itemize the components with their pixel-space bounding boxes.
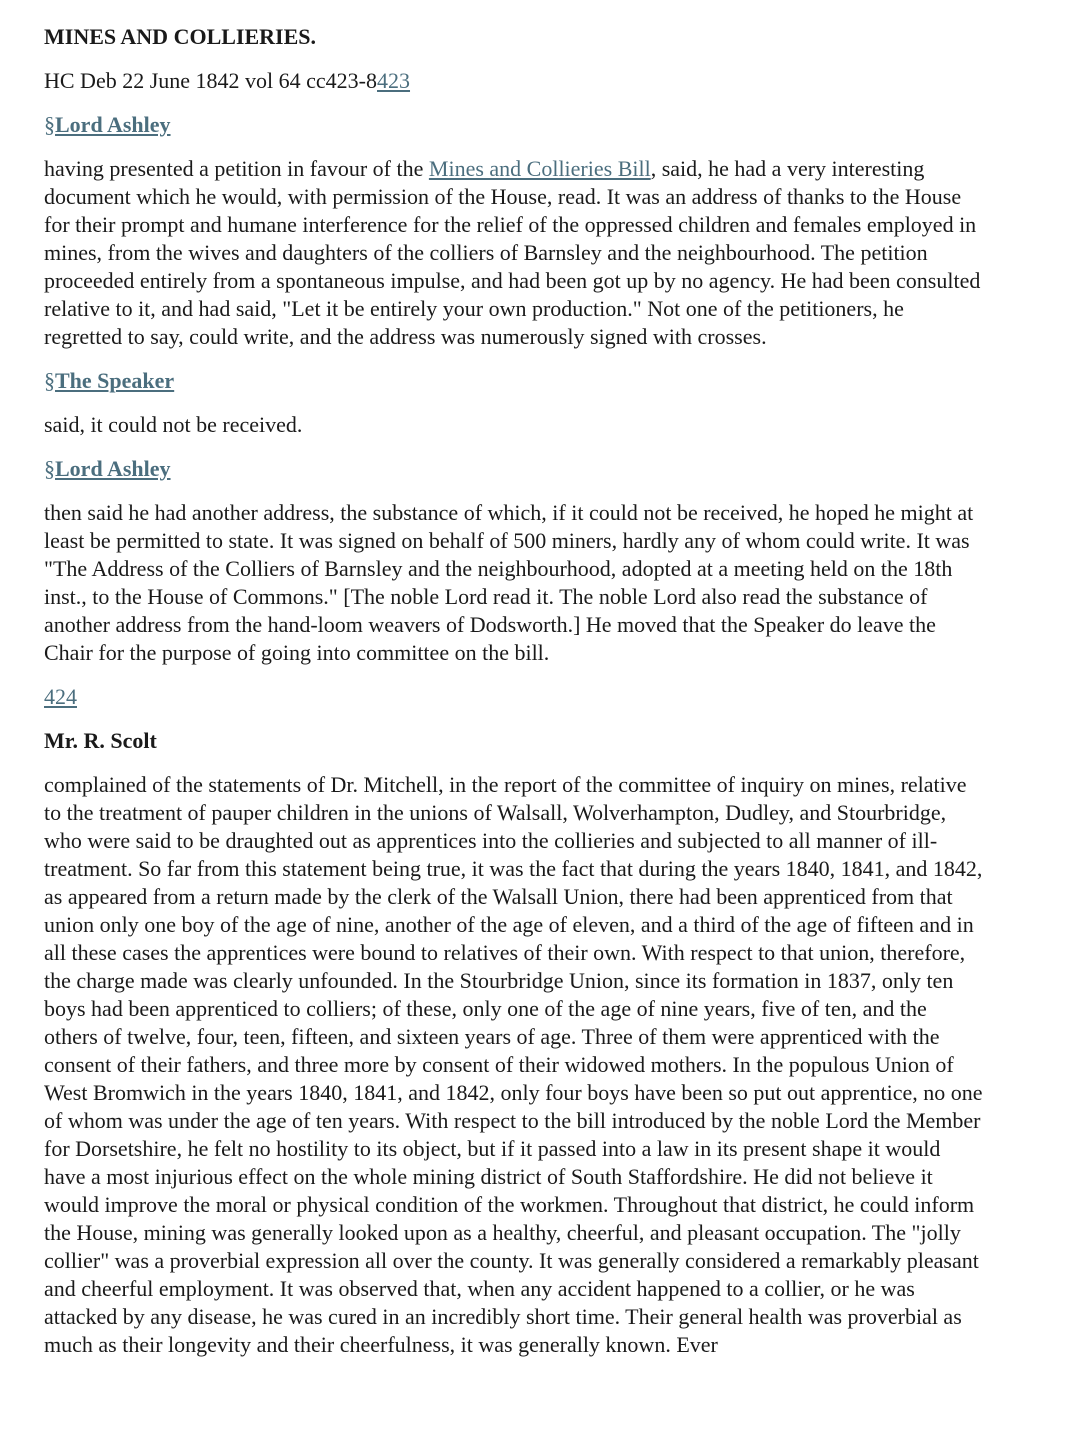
speech-paragraph: then said he had another address, the substance of which, if it could not be received, he hoped he might at least be permitted to state. It was signed on behalf of 500 miners, hardly any of whom could write. It was "The Address of the Colliers of Barnsley and the neighbourhood, adopted at a meeting held on the 18th inst., to the House of Commons." [The noble Lord read it. The noble Lord also read the substance of another address from the hand-loom weavers of Dodsworth.] He moved that the Speaker do leave the Chair for the purpose of going into committee on the bill. [44, 500, 974, 665]
column-link-424[interactable]: 424 [44, 684, 77, 709]
speaker-heading [44, 111, 984, 139]
speech-text: , said, he had a very interesting document which he would, with permission of the House, read. It was an address of thanks to the House for their prompt and humane interference for the relief of the oppressed children and females employed in mines, from the wives and daughters of the colliers of Barnsley and the neighbourhood. The petition proceeded entirely from a spontaneous impulse, and had been got up by no agency. He had been consulted relative to it, and had said, "Let it be entirely your own production." Not one of the petitioners, he regretted to say, could write, and the address was numerously signed with crosses. [44, 156, 981, 349]
speech-paragraph: complained of the statements of Dr. Mitchell, in the report of the committee of inquiry on mines, relative to the treatment of pauper children in the unions of Walsall, Wolverhampton, Dudley, and Stourbridge, who were said to be draughted out as apprentices into the collieries and subjected to all manner of ill-treatment. So far from this statement being true, it was the fact that during the years 1840, 1841, and 1842, as appeared from a return made by the clerk of the Walsall Union, there had been apprenticed from that union only one boy of the age of nine, another of the age of eleven, and a third of the age of fifteen and in all these cases the apprentices were bound to relatives of their own. With respect to that union, therefore, the charge made was clearly unfounded. In the Stourbridge Union, since its formation in 1837, only ten boys had been apprenticed to colliers; of these, only one of the age of nine years, five of ten, and the others of twelve, four, teen, fifteen, and sixteen years of age. Three of them were apprenticed with the consent of their fathers, and three more by consent of their widowed mothers. In the populous Union of West Bromwich in the years 1840, 1841, and 1842, only four boys have been so put out apprentice, no one of whom was under the age of ten years. With respect to the bill introduced by the noble Lord the Member for Dorsetshire, he felt no hostility to its object, but if it passed into a law in its present shape it would have a most injurious effect on the whole mining district of South Staffordshire. He did not believe it would improve the moral or physical condition of the workmen. Throughout that district, he could inform the House, mining was generally looked upon as a healthy, cheerful, and pleasant occupation. The "jolly collier" was a proverbial expression all over the county. It was generally considered a remarkably pleasant and cheerful employment. It was observed that, when any accident happened to a collier, or he was attacked by any disease, he was cured in an incredibly short time. Their general health was proverbial as much as their longevity and their cheerfulness, it was generally known. Ever [44, 772, 983, 1357]
speaker-link-lord-ashley[interactable]: Lord Ashley [55, 112, 171, 137]
speaker-link-the-speaker[interactable]: The Speaker [55, 368, 175, 393]
bill-link[interactable]: Mines and Collieries Bill [428, 156, 651, 181]
column-number [44, 683, 984, 711]
speaker-heading [44, 367, 984, 395]
column-link-423[interactable]: 423 [377, 68, 411, 93]
debate-title: MINES AND COLLIERIES. [44, 24, 317, 49]
speech-paragraph [44, 155, 984, 351]
section-mark: § [44, 456, 55, 481]
section-mark: § [44, 112, 55, 137]
citation-text: HC Deb 22 June 1842 vol 64 cc423-8 [44, 68, 378, 93]
speech-text: having presented a petition in favour of the [44, 156, 429, 181]
speaker-link-lord-ashley[interactable]: Lord Ashley [55, 456, 171, 481]
hansard-page [44, 23, 984, 1375]
speaker-heading [44, 455, 984, 483]
citation-line [44, 67, 984, 95]
speaker-heading-mr-r-scolt: Mr. R. Scolt [44, 728, 157, 753]
section-mark: § [44, 368, 55, 393]
speech-paragraph: said, it could not be received. [44, 412, 303, 437]
